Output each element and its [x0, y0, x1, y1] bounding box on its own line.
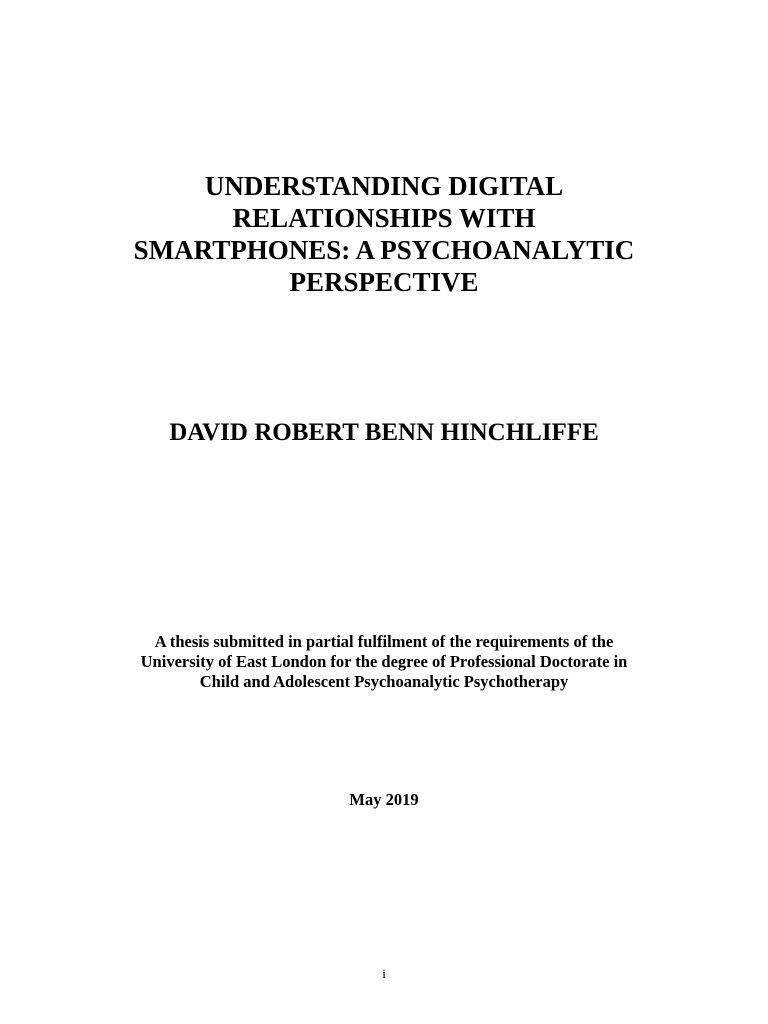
thesis-title-line-2: RELATIONSHIPS WITH — [232, 203, 536, 233]
degree-statement-line-3: Child and Adolescent Psychoanalytic Psychotherapy — [199, 672, 569, 691]
submission-date: May 2019 — [349, 790, 419, 809]
thesis-title-line-4: PERSPECTIVE — [289, 267, 479, 297]
thesis-title-line-1: UNDERSTANDING DIGITAL — [204, 171, 564, 201]
degree-statement-line-2: University of East London for the degree of Professional Doctorate in — [140, 652, 628, 671]
page-number: i — [382, 966, 386, 981]
degree-statement-line-1: A thesis submitted in partial fulfilment of the requirements of the — [154, 632, 614, 651]
author-name: DAVID ROBERT BENN HINCHLIFFE — [169, 419, 599, 446]
thesis-title-line-3: SMARTPHONES: A PSYCHOANALYTIC — [133, 235, 635, 265]
